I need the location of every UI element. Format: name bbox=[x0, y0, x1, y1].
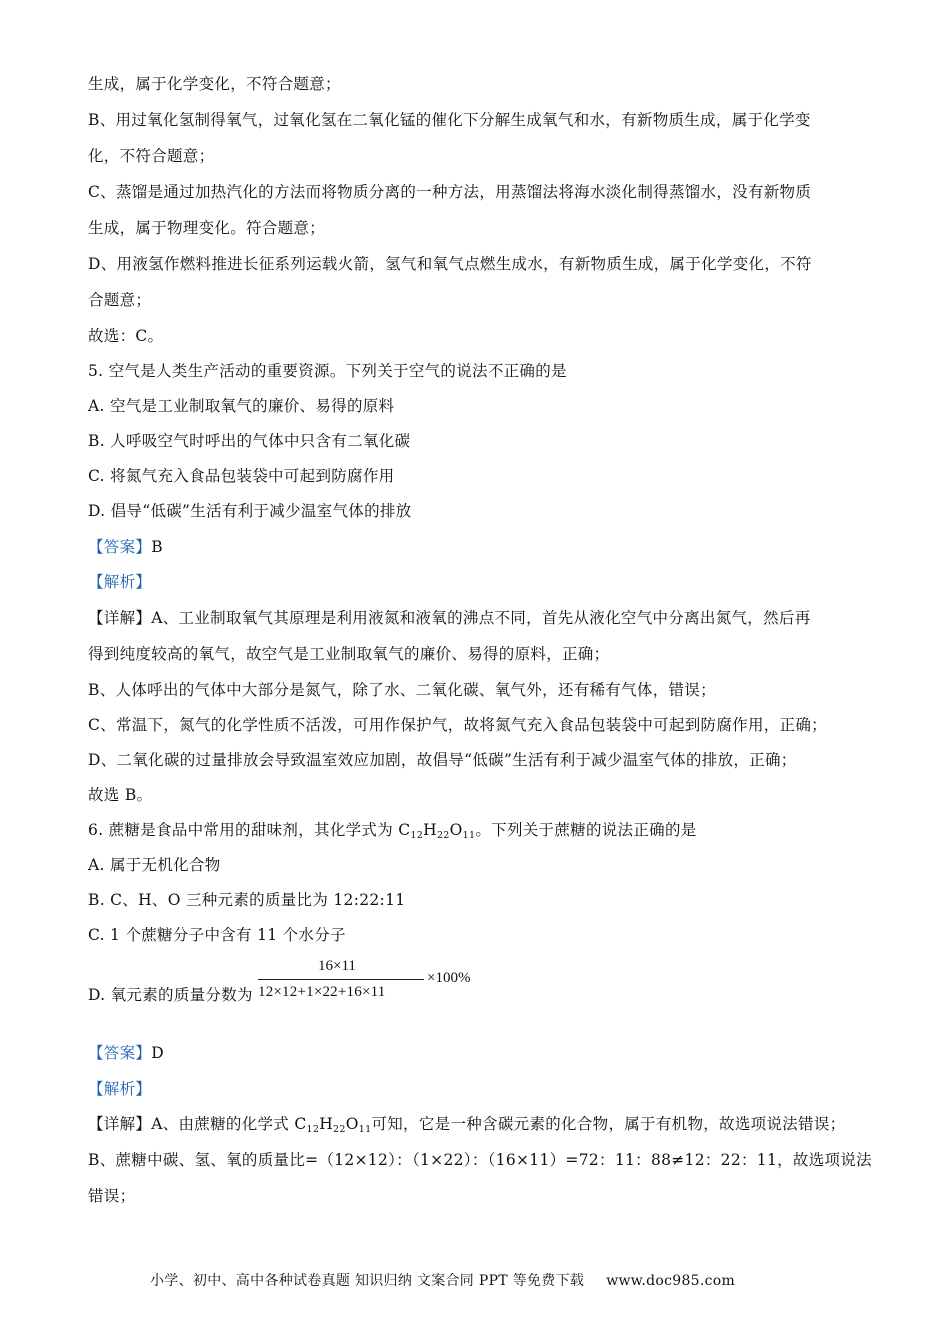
text-line: 错误； bbox=[88, 1187, 136, 1205]
question-6-stem: 6. 蔗糖是食品中常用的甜味剂，其化学式为 $C_{12}H_{22}O_{11}$。下列关于蔗糖的说法正确的是 bbox=[88, 821, 697, 841]
question-5-answer bbox=[88, 537, 163, 557]
answer-tag: 【答案】 bbox=[88, 538, 152, 556]
question-5-analysis-tag: 【解析】 bbox=[88, 573, 152, 591]
text-line: B、人体呼出的气体中大部分是氮气，除了水、二氧化碳、氧气外，还有稀有气体，错误； bbox=[88, 681, 716, 699]
text-line: 化，不符合题意； bbox=[88, 147, 215, 165]
question-5-option-a: A. 空气是工业制取氧气的廉价、易得的原料 bbox=[88, 397, 395, 415]
answer-value: D bbox=[151, 1044, 164, 1062]
answer-value: B bbox=[151, 538, 163, 556]
question-6-answer bbox=[88, 1043, 164, 1063]
text-line: 生成，属于化学变化，不符合题意； bbox=[88, 75, 341, 93]
text-line: B、用过氧化氢制得氧气，过氧化氢在二氧化锰的催化下分解生成氧气和水，有新物质生成，属于化学变 bbox=[88, 111, 811, 129]
text-line: B、蔗糖中碳、氢、氧的质量比=（12×12）：（1×22）：（16×11）=72：11：88≠12：22：11，故选项说法 bbox=[88, 1151, 872, 1169]
fraction-suffix: ×100% bbox=[427, 970, 471, 986]
fraction-bar bbox=[258, 979, 424, 980]
footer-text: 小学、初中、高中各种试卷真题 知识归纳 文案合同 PPT 等免费下载 bbox=[150, 1273, 585, 1289]
question-5-option-c: C. 将氮气充入食品包装袋中可起到防腐作用 bbox=[88, 467, 395, 485]
question-5-option-d: D. 倡导“低碳”生活有利于减少温室气体的排放 bbox=[88, 502, 412, 520]
question-6-option-a: A. 属于无机化合物 bbox=[88, 856, 221, 874]
text-line: 得到纯度较高的氧气，故空气是工业制取氧气的廉价、易得的原料，正确； bbox=[88, 645, 610, 663]
footer-link[interactable]: www.doc985.com bbox=[606, 1273, 736, 1289]
answer-tag: 【答案】 bbox=[88, 1044, 152, 1062]
detail-tag: 【详解】 bbox=[88, 1115, 152, 1133]
detail-tag: 【详解】 bbox=[88, 609, 152, 627]
text-line: 故选：C。 bbox=[88, 327, 164, 345]
text-line: 生成，属于物理变化。符合题意； bbox=[88, 219, 326, 237]
question-5-detail: 【详解】A、工业制取氧气其原理是利用液氮和液氧的沸点不同，首先从液化空气中分离出氮气，然后再 bbox=[88, 609, 811, 627]
fraction-numerator: 16×11 bbox=[318, 958, 356, 974]
text-line: C、常温下，氮气的化学性质不活泼，可用作保护气，故将氮气充入食品包装袋中可起到防腐作用，正确； bbox=[88, 716, 827, 734]
question-6-option-b: B. C、H、O 三种元素的质量比为 12:22:11 bbox=[88, 891, 406, 909]
text-line: 故选 B。 bbox=[88, 786, 153, 804]
question-6-option-c: C. 1 个蔗糖分子中含有 11 个水分子 bbox=[88, 926, 346, 944]
question-5-stem: 5. 空气是人类生产活动的重要资源。下列关于空气的说法不正确的是 bbox=[88, 362, 567, 380]
text-line: D、用液氢作燃料推进长征系列运载火箭，氢气和氧气点燃生成水，有新物质生成，属于化学变化，不符 bbox=[88, 255, 812, 273]
text-line: D、二氧化碳的过量排放会导致温室效应加剧，故倡导“低碳”生活有利于减少温室气体的排放，正确； bbox=[88, 751, 797, 769]
question-5-option-b: B. 人呼吸空气时呼出的气体中只含有二氧化碳 bbox=[88, 432, 411, 450]
text-line: C、蒸馏是通过加热汽化的方法而将物质分离的一种方法，用蒸馏法将海水淡化制得蒸馏水，没有新物质 bbox=[88, 183, 812, 201]
page-footer bbox=[150, 1270, 735, 1290]
question-6-detail: 【详解】A、由蔗糖的化学式 $C_{12}H_{22}O_{11}$可知，它是一种含碳元素的化合物，属于有机物，故选项说法错误； bbox=[88, 1115, 846, 1135]
fraction-denominator: 12×12+1×22+16×11 bbox=[258, 984, 386, 1000]
mass-fraction-formula bbox=[258, 958, 488, 1004]
question-6-analysis-tag: 【解析】 bbox=[88, 1080, 152, 1098]
question-6-option-d: D. 氧元素的质量分数为 bbox=[88, 986, 253, 1004]
text-line: 合题意； bbox=[88, 291, 152, 309]
